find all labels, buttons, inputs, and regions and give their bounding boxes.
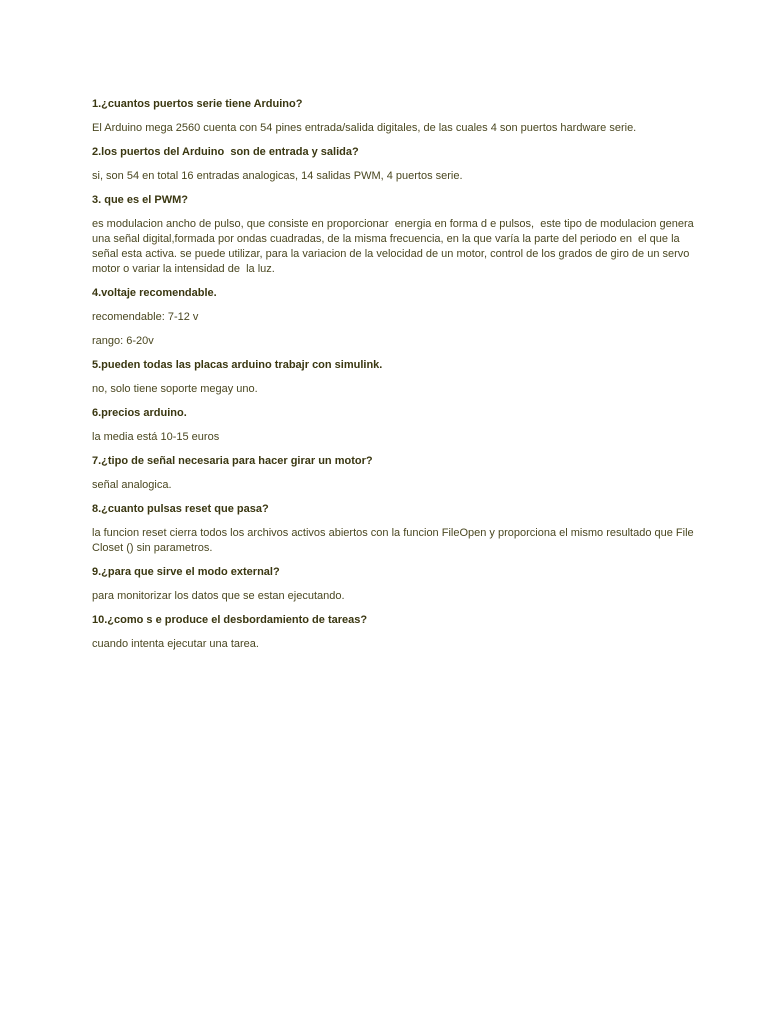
document-page — [92, 97, 702, 661]
answer-paragraph: cuando intenta ejecutar una tarea. — [92, 638, 259, 650]
question-heading: 3. que es el PWM? — [92, 194, 188, 206]
qa-item-1 — [92, 97, 702, 136]
answer-paragraph: no, solo tiene soporte megay uno. — [92, 383, 258, 395]
answer-paragraph: para monitorizar los datos que se estan ejecutando. — [92, 590, 345, 602]
answer-paragraph: rango: 6-20v — [92, 335, 154, 347]
qa-item-3 — [92, 193, 702, 277]
qa-item-9 — [92, 565, 702, 604]
answer-paragraph: El Arduino mega 2560 cuenta con 54 pines entrada/salida digitales, de las cuales 4 son puertos hardware serie. — [92, 122, 637, 134]
question-heading: 9.¿para que sirve el modo external? — [92, 566, 280, 578]
question-heading: 7.¿tipo de señal necesaria para hacer girar un motor? — [92, 455, 373, 467]
answer-paragraph: si, son 54 en total 16 entradas analogicas, 14 salidas PWM, 4 puertos serie. — [92, 170, 463, 182]
question-heading: 4.voltaje recomendable. — [92, 287, 217, 299]
question-heading: 8.¿cuanto pulsas reset que pasa? — [92, 503, 269, 515]
qa-item-5 — [92, 358, 702, 397]
qa-item-10 — [92, 613, 702, 652]
question-heading: 5.pueden todas las placas arduino trabajr con simulink. — [92, 359, 383, 371]
answer-paragraph: recomendable: 7-12 v — [92, 311, 199, 323]
qa-item-8 — [92, 502, 702, 556]
qa-item-6 — [92, 406, 702, 445]
answer-paragraph: es modulacion ancho de pulso, que consiste en proporcionar energia en forma d e pulsos, este tipo de modulacion genera una señal digital,formada por ondas cuadradas, de la misma frecuencia, en la que varía la parte del periodo en el que la señal esta activa. se puede utilizar, para la variacion de la velocidad de un motor, control de los grados de giro de un servo motor o variar la intensidad de la luz. — [92, 218, 697, 275]
question-heading: 1.¿cuantos puertos serie tiene Arduino? — [92, 98, 303, 110]
question-heading: 6.precios arduino. — [92, 407, 187, 419]
qa-item-4 — [92, 286, 702, 349]
qa-item-2 — [92, 145, 702, 184]
qa-item-7 — [92, 454, 702, 493]
question-heading: 10.¿como s e produce el desbordamiento de tareas? — [92, 614, 368, 626]
answer-paragraph: la funcion reset cierra todos los archivos activos abiertos con la funcion FileOpen y proporciona el mismo resultado que File Closet () sin parametros. — [92, 527, 697, 554]
answer-paragraph: la media está 10-15 euros — [92, 431, 220, 443]
question-heading: 2.los puertos del Arduino son de entrada y salida? — [92, 146, 359, 158]
answer-paragraph: señal analogica. — [92, 479, 172, 491]
